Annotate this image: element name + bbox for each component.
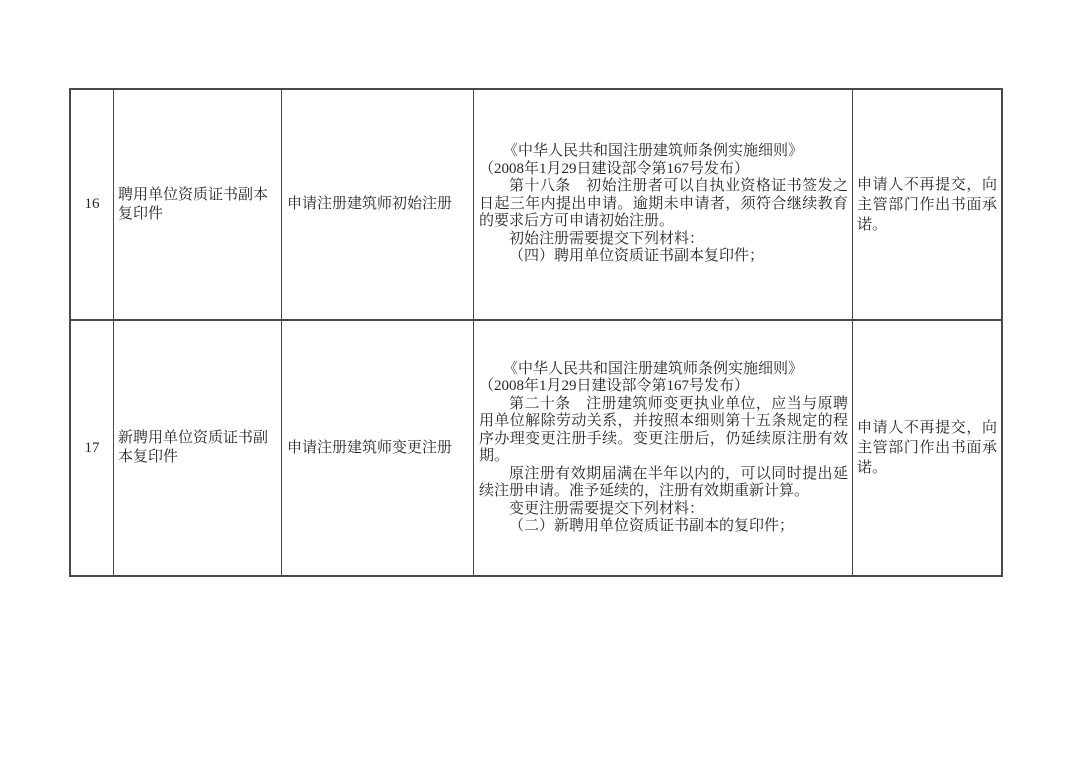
table-row-16-number-cell — [71, 90, 114, 321]
legal-basis-issue-date: （2008年1月29日建设部令第167号发布） — [479, 160, 750, 177]
legal-basis-title: 《中华人民共和国注册建筑师条例实施细则》 — [503, 143, 804, 160]
table-row-16-material-cell — [114, 90, 282, 321]
row-number: 17 — [84, 439, 100, 456]
material-name: 聘用单位资质证书副本复印件 — [118, 186, 269, 222]
commitment-text: 申请人不再提交，向主管部门作出书面承诺。 — [857, 176, 997, 233]
legal-basis-block — [479, 143, 848, 266]
application-type: 申请注册建筑师变更注册 — [287, 439, 453, 456]
legal-basis-block — [479, 361, 848, 536]
application-type: 申请注册建筑师初始注册 — [287, 196, 453, 212]
legal-basis-paragraph: 原注册有效期届满在半年以内的，可以同时提出延续注册申请。准予延续的，注册有效期重新计算。 — [479, 465, 848, 499]
legal-basis-paragraph: 第十八条 初始注册者可以自执业资格证书签发之日起三年内提出申请。逾期未申请者，须符合继续教育的要求后方可申请初始注册。 — [479, 178, 848, 230]
legal-basis-paragraph: 初始注册需要提交下列材料： — [509, 230, 705, 247]
table-row-17-number-cell — [71, 321, 114, 575]
table-row-16-commitment-cell — [853, 90, 1001, 321]
table-row-16-legal-basis-cell — [474, 90, 853, 321]
table-row-17-legal-basis-cell — [474, 321, 853, 575]
table-row-17-material-cell — [114, 321, 282, 575]
table-row-17-commitment-cell — [853, 321, 1001, 575]
row-number: 16 — [84, 196, 100, 212]
materials-table — [69, 88, 1003, 577]
legal-basis-paragraph: （四）聘用单位资质证书副本复印件； — [509, 248, 765, 265]
commitment-text: 申请人不再提交，向主管部门作出书面承诺。 — [857, 420, 997, 476]
legal-basis-paragraph: 变更注册需要提交下列材料： — [509, 500, 705, 517]
material-name: 新聘用单位资质证书副本复印件 — [118, 430, 269, 465]
legal-basis-paragraph: （二）新聘用单位资质证书副本的复印件； — [509, 518, 795, 534]
legal-basis-title: 《中华人民共和国注册建筑师条例实施细则》 — [503, 360, 804, 377]
legal-basis-paragraph: 第二十条 注册建筑师变更执业单位，应当与原聘用单位解除劳动关系，并按照本细则第十五条规定的程序办理变更注册手续。变更注册后，仍延续原注册有效期。 — [479, 395, 848, 464]
table-row-16-application-cell — [282, 90, 474, 321]
legal-basis-issue-date: （2008年1月29日建设部令第167号发布） — [479, 378, 750, 394]
table-row-17-application-cell — [282, 321, 474, 575]
